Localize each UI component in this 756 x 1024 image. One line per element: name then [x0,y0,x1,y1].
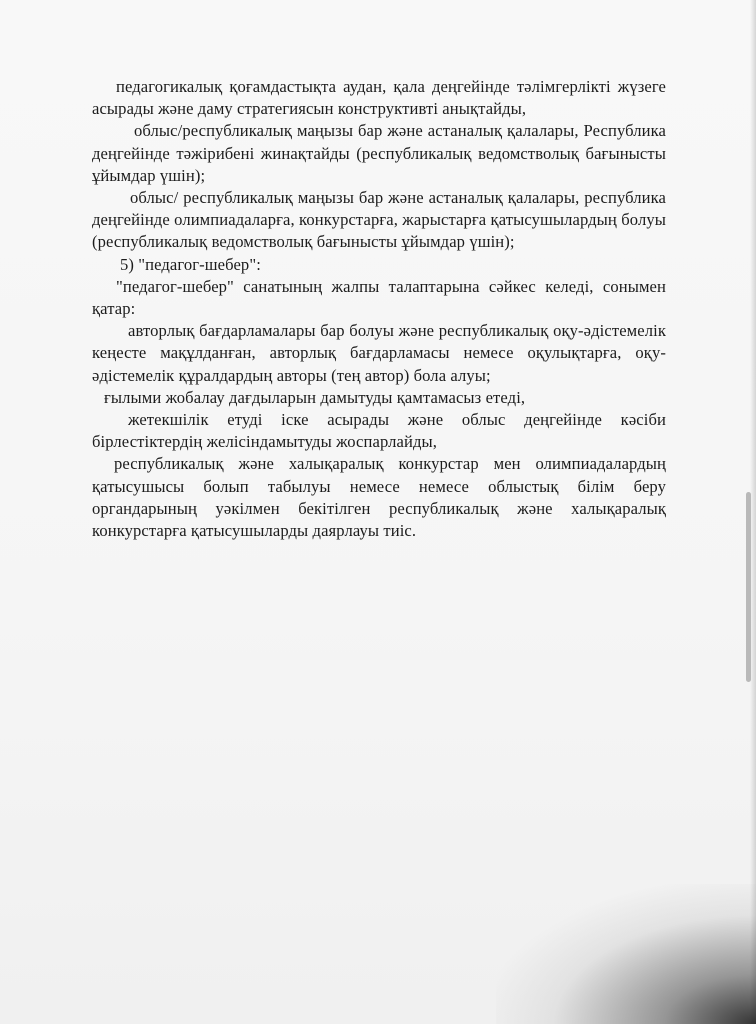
paragraph-general-requirements: "педагог-шебер" санатының жалпы талаптарына сәйкес келеді, сонымен қатар: [92,276,666,319]
paragraph-research-skills: ғылыми жобалау дағдыларын дамытуды қамтамасыз етеді, [104,387,526,407]
paragraph-experience: облыс/республикалық маңызы бар және астаналық қалалары, Республика деңгейінде тәжірибені жинақтайды (республикалық ведомстволық бағынысты ұйымдар үшін); [92,121,666,185]
corner-shadow [496,884,756,1024]
document-body [92,76,666,542]
paragraph-mentoring: педагогикалық қоғамдастықта аудан, қала деңгейінде тәлімгерлікті жүзеге асырады және даму стратегиясын конструктивті анықтайды, [92,77,666,119]
paragraph-author-programs: авторлық бағдарламалары бар болуы және республикалық оқу-әдістемелік кеңесте мақұлданған, авторлық бағдарламасы немесе оқулықтарға, оқу-әдістемелік құралдардың авторы (тең автор) бола алуы; [92,321,666,385]
paragraph-section-heading: 5) "педагог-шебер": [120,254,261,274]
paragraph-competitions: республикалық және халықаралық конкурстар мен олимпиадалардың қатысушысы болып табылуы немесе немесе облыстық білім беру органдарының уәкілмен бекітілген республикалық және халықаралық конкурстарға қатысушыларды даярлауы тиіс. [92,454,666,541]
paragraph-leadership: жетекшілік етуді іске асырады және облыс деңгейінде кәсіби бірлестіктердің желісіндамытуды жоспарлайды, [92,410,666,452]
paragraph-olympiads: облыс/ республикалық маңызы бар және астаналық қалалары, республика деңгейінде олимпиадаларға, конкурстарға, жарыстарға қатысушылардың болуы (республикалық ведомстволық бағынысты ұйымдар үшін); [92,188,666,252]
vertical-scrollbar[interactable] [746,492,751,682]
